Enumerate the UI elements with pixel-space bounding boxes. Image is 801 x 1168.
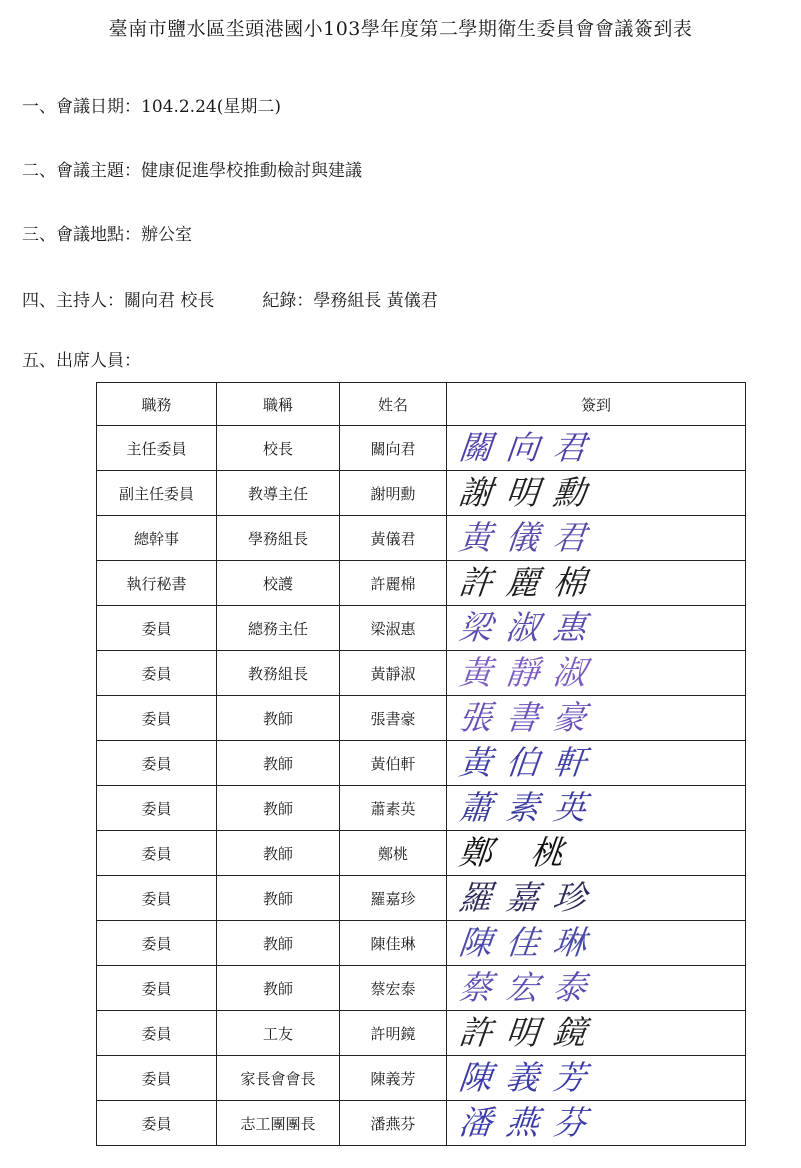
handwritten-signature: 謝明勳 — [457, 473, 603, 512]
table-row — [97, 471, 746, 516]
handwritten-signature: 黃儀君 — [457, 518, 603, 557]
name-cell: 關向君 — [340, 426, 447, 471]
meeting-date: 一、會議日期：104.2.24(星期二) — [22, 97, 281, 117]
handwritten-signature: 陳義芳 — [457, 1058, 603, 1097]
handwritten-signature: 陳佳琳 — [457, 923, 603, 962]
handwritten-signature: 羅嘉珍 — [457, 878, 603, 917]
duty-cell: 委員 — [97, 1056, 217, 1101]
job-title-cell: 家長會會長 — [217, 1056, 340, 1101]
name-cell: 蕭素英 — [340, 786, 447, 831]
signature-cell — [447, 966, 746, 1011]
job-title-cell: 校護 — [217, 561, 340, 606]
duty-cell: 委員 — [97, 921, 217, 966]
meeting-recorder: 紀錄：學務組長 黃儀君 — [262, 291, 438, 311]
signature-cell — [447, 426, 746, 471]
signature-cell — [447, 1011, 746, 1056]
table-row — [97, 426, 746, 471]
job-title-cell: 教師 — [217, 786, 340, 831]
handwritten-signature: 潘燕芬 — [457, 1103, 603, 1142]
name-cell: 謝明勳 — [340, 471, 447, 516]
duty-cell: 執行秘書 — [97, 561, 217, 606]
signature-cell — [447, 516, 746, 561]
handwritten-signature: 黃伯軒 — [457, 743, 603, 782]
job-title-cell: 教師 — [217, 741, 340, 786]
job-title-cell: 教師 — [217, 696, 340, 741]
duty-cell: 副主任委員 — [97, 471, 217, 516]
name-cell: 鄭桃 — [340, 831, 447, 876]
table-row — [97, 921, 746, 966]
job-title-cell: 學務組長 — [217, 516, 340, 561]
handwritten-signature: 梁淑惠 — [457, 608, 603, 647]
name-cell: 梁淑惠 — [340, 606, 447, 651]
name-cell: 羅嘉珍 — [340, 876, 447, 921]
table-row — [97, 786, 746, 831]
table-header-row — [97, 383, 746, 426]
attendance-rows — [97, 426, 746, 1146]
name-cell: 陳義芳 — [340, 1056, 447, 1101]
job-title-cell: 教師 — [217, 831, 340, 876]
duty-cell: 主任委員 — [97, 426, 217, 471]
name-cell: 蔡宏泰 — [340, 966, 447, 1011]
signature-cell — [447, 606, 746, 651]
handwritten-signature: 鄭 桃 — [457, 833, 580, 872]
host-and-recorder — [22, 286, 438, 311]
table-row — [97, 1056, 746, 1101]
job-title-cell: 教師 — [217, 876, 340, 921]
job-title-cell: 教師 — [217, 921, 340, 966]
handwritten-signature: 張書豪 — [457, 698, 603, 737]
attendees-heading: 五、出席人員： — [22, 351, 141, 371]
duty-cell: 委員 — [97, 651, 217, 696]
table-row — [97, 696, 746, 741]
header-title: 職稱 — [217, 383, 340, 426]
header-name: 姓名 — [340, 383, 447, 426]
duty-cell: 委員 — [97, 696, 217, 741]
table-row — [97, 966, 746, 1011]
handwritten-signature: 蔡宏泰 — [457, 968, 603, 1007]
handwritten-signature: 許明鏡 — [457, 1013, 603, 1052]
signature-cell — [447, 831, 746, 876]
table-row — [97, 876, 746, 921]
table-row — [97, 516, 746, 561]
signature-cell — [447, 876, 746, 921]
duty-cell: 委員 — [97, 1101, 217, 1146]
name-cell: 許明鏡 — [340, 1011, 447, 1056]
table-row — [97, 741, 746, 786]
table-row — [97, 831, 746, 876]
signature-cell — [447, 696, 746, 741]
name-cell: 陳佳琳 — [340, 921, 447, 966]
meeting-host: 四、主持人：關向君 校長 — [22, 291, 215, 311]
duty-cell: 委員 — [97, 786, 217, 831]
job-title-cell: 校長 — [217, 426, 340, 471]
signature-cell — [447, 741, 746, 786]
duty-cell: 委員 — [97, 1011, 217, 1056]
header-signature: 簽到 — [447, 383, 746, 426]
attendance-table — [96, 382, 746, 1146]
duty-cell: 委員 — [97, 606, 217, 651]
meeting-topic: 二、會議主題：健康促進學校推動檢討與建議 — [22, 161, 362, 181]
duty-cell: 總幹事 — [97, 516, 217, 561]
document-title: 臺南市鹽水區坔頭港國小103學年度第二學期衛生委員會會議簽到表 — [108, 18, 693, 40]
header-duty: 職務 — [97, 383, 217, 426]
name-cell: 潘燕芬 — [340, 1101, 447, 1146]
name-cell: 許麗棉 — [340, 561, 447, 606]
signature-cell — [447, 651, 746, 696]
handwritten-signature: 蕭素英 — [457, 788, 603, 827]
meeting-location: 三、會議地點：辦公室 — [22, 225, 192, 245]
handwritten-signature: 關向君 — [457, 428, 603, 467]
signature-cell — [447, 471, 746, 516]
handwritten-signature: 黃靜淑 — [457, 653, 603, 692]
duty-cell: 委員 — [97, 831, 217, 876]
name-cell: 黃靜淑 — [340, 651, 447, 696]
job-title-cell: 教師 — [217, 966, 340, 1011]
table-row — [97, 1011, 746, 1056]
signature-cell — [447, 561, 746, 606]
name-cell: 黃伯軒 — [340, 741, 447, 786]
signature-cell — [447, 1101, 746, 1146]
job-title-cell: 志工團團長 — [217, 1101, 340, 1146]
job-title-cell: 總務主任 — [217, 606, 340, 651]
name-cell: 黃儀君 — [340, 516, 447, 561]
signature-cell — [447, 786, 746, 831]
signature-cell — [447, 921, 746, 966]
duty-cell: 委員 — [97, 876, 217, 921]
table-row — [97, 651, 746, 696]
table-row — [97, 1101, 746, 1146]
table-row — [97, 561, 746, 606]
handwritten-signature: 許麗棉 — [457, 563, 603, 602]
job-title-cell: 教導主任 — [217, 471, 340, 516]
name-cell: 張書豪 — [340, 696, 447, 741]
job-title-cell: 教務組長 — [217, 651, 340, 696]
table-row — [97, 606, 746, 651]
job-title-cell: 工友 — [217, 1011, 340, 1056]
duty-cell: 委員 — [97, 966, 217, 1011]
duty-cell: 委員 — [97, 741, 217, 786]
signature-cell — [447, 1056, 746, 1101]
